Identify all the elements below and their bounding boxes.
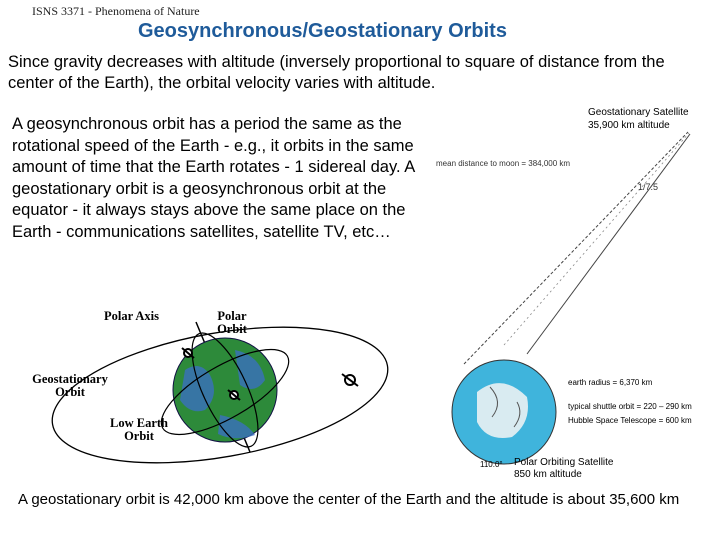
polar-axis-label: Polar Axis xyxy=(104,309,159,323)
intro-paragraph: Since gravity decreases with altitude (inversely proportional to square of distance from the center of the Earth), the orbital velocity varies with altitude. xyxy=(8,53,665,92)
shuttle-orbit-label: typical shuttle orbit = 220 – 290 km xyxy=(568,402,692,411)
geo-sat-name-label: Geostationary Satellite xyxy=(588,107,689,118)
earth-radius-label: earth radius = 6,370 km xyxy=(568,378,653,387)
polar-sat-name-label: Polar Orbiting Satellite xyxy=(514,457,614,468)
slide-title: Geosynchronous/Geostationary Orbits xyxy=(138,20,507,42)
geo-sat-altitude-label: 35,900 km altitude xyxy=(588,120,670,131)
longitude-label: 110.0° xyxy=(480,460,503,469)
moon-distance-label: mean distance to moon = 384,000 km xyxy=(436,159,571,168)
distance-diagram xyxy=(432,102,720,486)
body-paragraph: A geosynchronous orbit has a period the same as the rotational speed of the Earth - e.g., it orbits in the same amount of time that the Earth rotates - 1 sidereal day. A geostationary orbit is a geosynchronous orbit at the equator - it always stays above the same place on the Earth - communications satellites, satellite TV, etc… xyxy=(12,115,415,241)
low-earth-orbit-label: Low Earth Orbit xyxy=(110,416,168,443)
polar-sat-altitude-label: 850 km altitude xyxy=(514,469,582,480)
satellite-icon xyxy=(342,374,358,386)
hubble-label: Hubble Space Telescope = 600 km xyxy=(568,416,692,425)
bottom-paragraph: A geostationary orbit is 42,000 km above the center of the Earth and the altitude is about 35,600 km xyxy=(18,491,680,508)
course-label: ISNS 3371 - Phenomena of Nature xyxy=(32,4,200,18)
scale-marker-label: 1/7.5 xyxy=(638,182,659,192)
geostationary-orbit-label: Geostationary Orbit xyxy=(32,372,108,399)
orbit-diagram xyxy=(20,300,430,480)
polar-orbit-label: Polar Orbit xyxy=(217,309,247,336)
